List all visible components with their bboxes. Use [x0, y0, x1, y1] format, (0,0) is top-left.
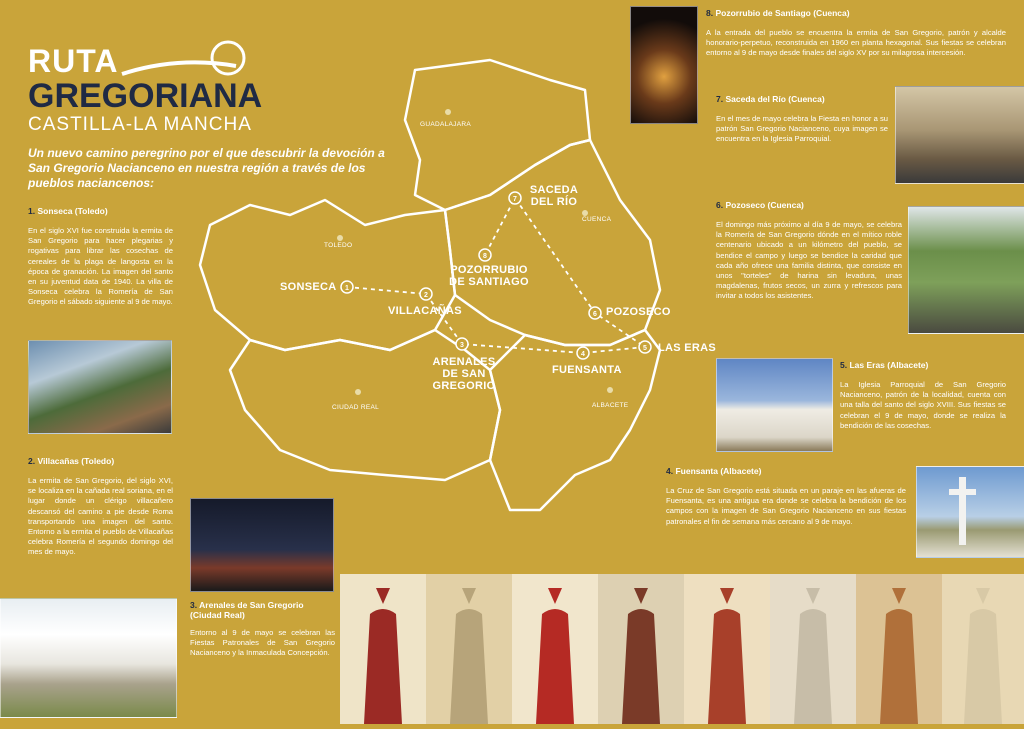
photo-las-eras-church: [716, 358, 833, 452]
section-pozoseco: [716, 200, 902, 302]
capital-dot: [355, 389, 361, 395]
section-text: En el siglo XVI fue construida la ermita de San Gregorio para hacer plegarias y rogativas para librar las cosechas de cereales de la plaga de langosta en la época de granación. La imagen del santo en su juventud data de 1940. La villa de Sonseca celebra la Romería de San Gregorio el sábado siguiente al 9 de mayo.: [28, 226, 173, 307]
intro-text: Un nuevo camino peregrino por el que descubrir la devoción a San Gregorio Nacianceno en nuestra región a través de los pueblos naciancenos:: [28, 146, 385, 190]
section-sonseca: [28, 206, 173, 308]
section-arenales: [190, 600, 335, 659]
section-text: En el mes de mayo celebra la Fiesta en honor a su patrón San Gregorio Nacianceno, cuya imagen se encuentra en la Iglesia Parroquial.: [716, 114, 888, 144]
section-title: Pozorrubio de Santiago (Cuenca): [715, 8, 850, 18]
section-text: El domingo más próximo al día 9 de mayo, se celebra la Romería de San Gregorio dónde en el mítico roble centenario ubicado a un kilómetro del pueblo, se bendice el campo y luego se bendice la caridad que cada año ofrece una familia distinta, que consiste en unos "torteles" de harina sin levadura, unas magdalenas, frutos secos, un zurra y refrescos para invitar a todos los asistentes.: [716, 220, 902, 301]
section-title: Las Eras (Albacete): [849, 360, 929, 370]
stop-label: SACEDA DEL RÍO: [529, 184, 579, 208]
stop-label: VILLACAÑAS: [388, 305, 462, 317]
section-number: 5.: [840, 360, 848, 370]
province-label: CUENCA: [582, 216, 612, 223]
photo-saceda-church: [895, 86, 1024, 184]
province-label: CIUDAD REAL: [332, 404, 380, 411]
stop-label: LAS ERAS: [658, 342, 717, 354]
section-saceda: [716, 94, 888, 145]
section-title: Arenales de San Gregorio (Ciudad Real): [190, 600, 304, 620]
photo-pozoseco-romeria: [908, 206, 1024, 334]
province-albacete: [490, 330, 660, 510]
section-title: Pozoseco (Cuenca): [725, 200, 804, 210]
stop-number: 5: [643, 345, 647, 352]
capital-dot: [337, 235, 343, 241]
saint-images-strip: [340, 574, 1024, 724]
saint-statues-collage: [340, 574, 1024, 724]
logo-line1: RUTA: [28, 43, 119, 79]
stop-label: POZORRUBIO DE SANTIAGO: [449, 264, 529, 288]
stop-label: POZOSECO: [606, 306, 671, 318]
section-number: 3.: [190, 600, 198, 610]
section-title: Fuensanta (Albacete): [675, 466, 762, 476]
province-label: TOLEDO: [324, 242, 353, 249]
stop-number: 2: [424, 292, 428, 299]
section-las-eras: [840, 360, 1006, 431]
section-text: Entorno al 9 de mayo se celebran las Fiestas Patronales de San Gregorio Nacianceno y la Inmaculada Concepción.: [190, 628, 335, 658]
photo-pozorrubio-fireworks: [630, 6, 698, 124]
section-fuensanta: [666, 466, 906, 527]
capital-dot: [445, 109, 451, 115]
stop-label: ARENALES DE SAN GREGORIO: [432, 356, 496, 392]
province-label: ALBACETE: [592, 402, 629, 409]
logo-subtitle: CASTILLA-LA MANCHA: [28, 114, 252, 135]
section-title: Saceda del Río (Cuenca): [725, 94, 825, 104]
photo-fuensanta-cross: [916, 466, 1024, 558]
stop-number: 1: [345, 285, 349, 292]
photo-sonseca-procession: [28, 340, 172, 434]
capital-dot: [607, 387, 613, 393]
section-text: La Iglesia Parroquial de San Gregorio Nacianceno, patrón de la localidad, cuenta con una talla del santo del siglo XVIII. Sus fiestas se celebran el 9 de mayo, donde se realiza la bendición de las cosechas.: [840, 380, 1006, 430]
stop-number: 3: [460, 342, 464, 349]
section-title: Sonseca (Toledo): [37, 206, 108, 216]
stop-label: FUENSANTA: [552, 364, 622, 376]
section-villacanas: [28, 456, 173, 558]
section-text: La ermita de San Gregorio, del siglo XVI, se localiza en la cañada real soriana, en el lugar donde un clérigo villacañero descansó del camino a pie desde Roma transportando una imagen del santo. Entorno a la ermita el pueblo de Villacañas celebra Romería el segundo domingo del mes de mayo.: [28, 476, 173, 557]
cross-icon: [917, 467, 1024, 557]
section-text: La Cruz de San Gregorio está situada en un paraje en las afueras de Fuensanta, es una antigua era donde se celebra la bendición de los campos con la imagen de San Gregorio Nacianceno en sus fiestas patronales el fin de semana más cercano al 9 de mayo.: [666, 486, 906, 526]
stop-label: SONSECA: [280, 281, 337, 293]
section-pozorrubio: [706, 8, 1006, 59]
section-number: 7.: [716, 94, 724, 104]
section-number: 2.: [28, 456, 36, 466]
province-toledo: [200, 200, 455, 350]
stop-number: 4: [581, 351, 585, 358]
section-number: 6.: [716, 200, 724, 210]
stop-number: 8: [483, 253, 487, 260]
logo-line2: GREGORIANA: [28, 77, 263, 115]
photo-villacanas-hermitage: [0, 598, 177, 718]
section-number: 4.: [666, 466, 674, 476]
section-title: Villacañas (Toledo): [37, 456, 115, 466]
section-number: 1.: [28, 206, 36, 216]
stop-number: 6: [593, 311, 597, 318]
province-label: GUADALAJARA: [420, 121, 471, 128]
section-text: A la entrada del pueblo se encuentra la ermita de San Gregorio, patrón y alcalde honorario-perpetuo, reconstruida en 1960 en planta hexagonal. Sus fiestas se celebran entorno al 9 de mayo desde finales del siglo XV por su milagrosa intercesión.: [706, 28, 1006, 58]
section-number: 8.: [706, 8, 714, 18]
stop-number: 7: [513, 196, 517, 203]
